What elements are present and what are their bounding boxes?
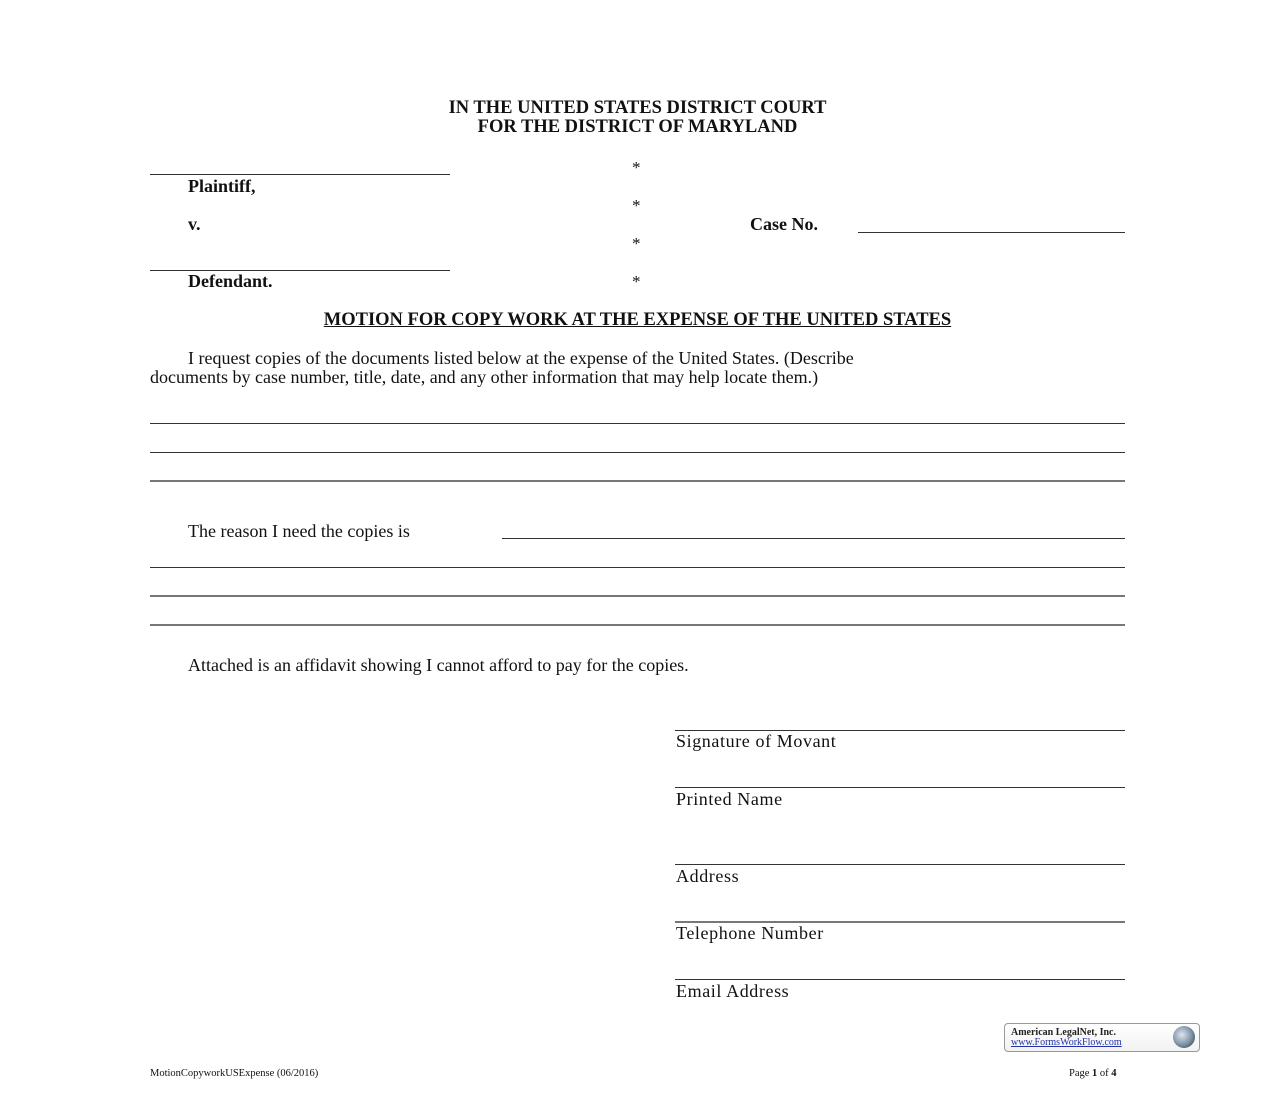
page-prefix: Page: [1069, 1068, 1093, 1079]
telephone-label: Telephone Number: [676, 923, 824, 943]
email-label: Email Address: [676, 981, 790, 1001]
request-text-line2: documents by case number, title, date, and any other information that may help locate them.): [150, 367, 819, 387]
documents-field-line-3[interactable]: [150, 480, 1125, 482]
reason-label: The reason I need the copies is: [188, 521, 410, 541]
printed-name-field[interactable]: [675, 787, 1125, 788]
reason-field-line-2[interactable]: [150, 567, 1125, 568]
documents-field-line-2[interactable]: [150, 452, 1125, 453]
reason-field-line-1[interactable]: [502, 538, 1125, 539]
versus-label: v.: [188, 214, 201, 234]
page-total: 4: [1111, 1068, 1117, 1079]
printed-name-label: Printed Name: [676, 789, 783, 809]
plaintiff-name-field[interactable]: [150, 174, 450, 175]
reason-field-line-3[interactable]: [150, 595, 1125, 597]
court-name: IN THE UNITED STATES DISTRICT COURT: [448, 98, 827, 118]
page-indicator: [1069, 1068, 1117, 1079]
case-no-label: Case No.: [750, 214, 818, 234]
caption-asterisk: *: [632, 196, 641, 215]
caption-asterisk: *: [632, 158, 641, 177]
signature-label: Signature of Movant: [676, 731, 837, 751]
caption-asterisk: *: [632, 272, 641, 291]
page-of: of: [1097, 1068, 1112, 1079]
case-no-field[interactable]: [858, 232, 1125, 233]
address-label: Address: [676, 866, 740, 886]
request-text-line1: I request copies of the documents listed below at the expense of the United States. (Describe: [188, 348, 854, 368]
globe-logo-icon: [1173, 1026, 1195, 1048]
caption-asterisk: *: [632, 234, 641, 253]
vendor-name: American LegalNet, Inc.: [1011, 1027, 1116, 1038]
vendor-link[interactable]: www.FormsWorkFlow.com: [1011, 1037, 1122, 1048]
documents-field-line-1[interactable]: [150, 423, 1125, 424]
form-id: MotionCopyworkUSExpense (06/2016): [150, 1068, 319, 1079]
page-current: 1: [1092, 1068, 1098, 1079]
vendor-badge[interactable]: [1004, 1023, 1200, 1052]
reason-field-line-4[interactable]: [150, 624, 1125, 626]
court-district: FOR THE DISTRICT OF MARYLAND: [477, 117, 798, 137]
motion-title: MOTION FOR COPY WORK AT THE EXPENSE OF THE UNITED STATES: [323, 310, 952, 330]
email-field[interactable]: [675, 979, 1125, 980]
address-field[interactable]: [675, 864, 1125, 865]
defendant-label: Defendant.: [188, 271, 273, 291]
plaintiff-label: Plaintiff,: [188, 176, 256, 196]
affidavit-statement: Attached is an affidavit showing I cannot afford to pay for the copies.: [188, 655, 689, 675]
